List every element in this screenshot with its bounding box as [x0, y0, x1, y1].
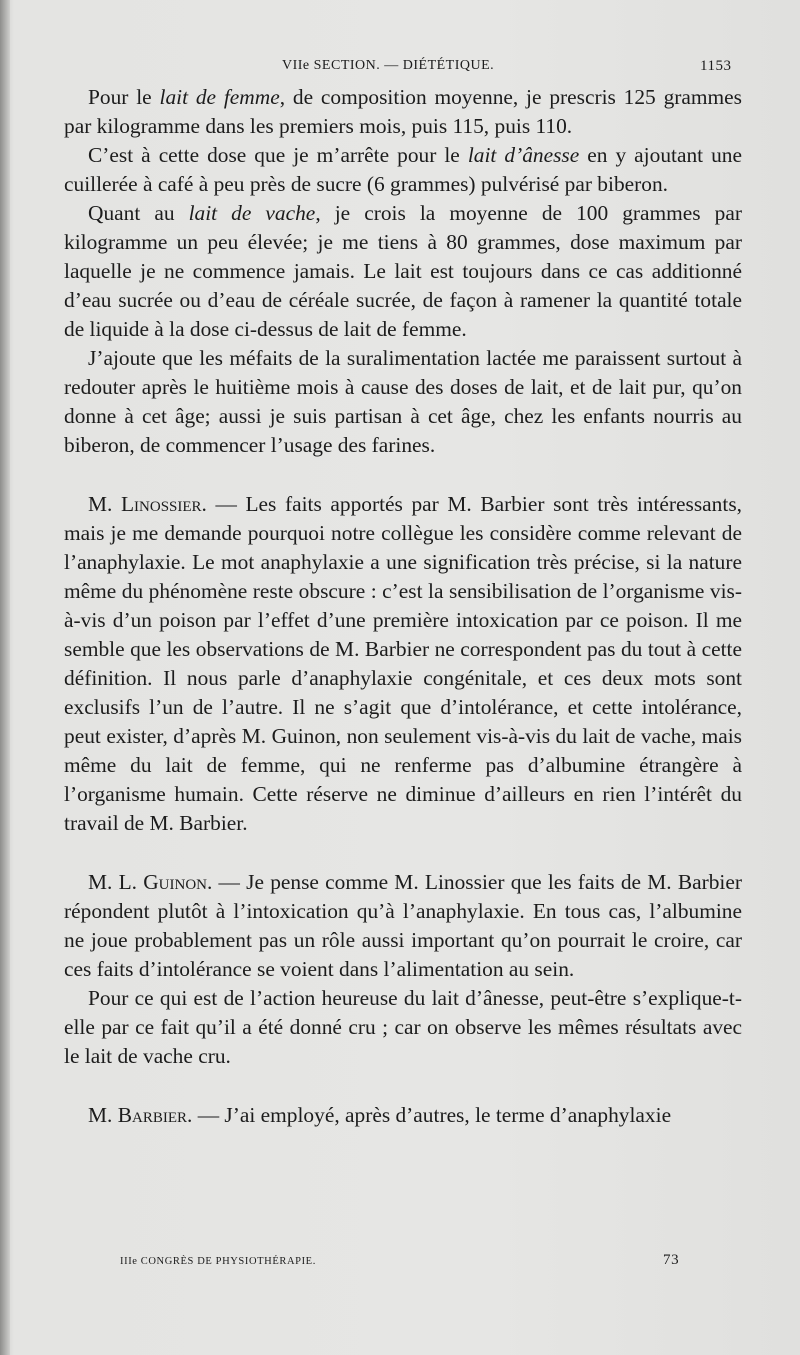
page-number: 1153 — [700, 58, 732, 74]
p3-text-a: Quant au — [88, 201, 189, 225]
p1-text-b: , de composition moyenne, je prescris 125 grammes par kilogramme dans les premiers mois, puis 115, puis 110. — [64, 85, 742, 138]
p2-emphasis: lait d’ânesse — [467, 143, 580, 167]
speaker-barbier: M. Barbier. — [88, 1103, 193, 1127]
paragraph-lait-d-anesse — [64, 141, 742, 199]
paragraph-barbier — [64, 1101, 742, 1130]
p2-text-a: C’est à cette dose que je m’arrête pour le — [88, 143, 468, 167]
paragraph-linossier — [64, 490, 742, 838]
p2-text-b: en y ajoutant une cuillerée à café à peu près de sucre (6 grammes) pulvérisé par biberon. — [64, 143, 742, 196]
spacer — [64, 1071, 742, 1101]
paragraph-lait-de-femme — [64, 83, 742, 141]
p1-text-a: Pour le — [88, 85, 160, 109]
speaker-linossier: M. Linossier. — [88, 492, 207, 516]
p1-emphasis: lait de femme — [159, 85, 280, 109]
speaker-guinon: M. L. Guinon. — [88, 870, 213, 894]
p3-text-b: , je crois la moyenne de 100 grammes par kilogramme un peu élevée; je me tiens à 80 grammes, dose maximum par laquelle je ne commence jamais. Le lait est toujours dans ce cas additionné d’eau sucrée ou d’eau de céréale sucrée, de façon à ramener la quantité totale de liquide à la dose ci-dessus de lait de femme. — [64, 201, 742, 341]
signature-number: 73 — [663, 1252, 680, 1268]
signature-line — [0, 1252, 800, 1274]
body-text — [64, 83, 742, 1130]
page-gutter-shadow — [0, 0, 10, 1355]
spacer — [64, 838, 742, 868]
linossier-text: — Les faits apportés par M. Barbier sont très intéressants, mais je me demande pourquoi notre collègue les considère comme relevant de l’anaphylaxie. Le mot anaphylaxie a une signification très précise, si la nature même du phénomène reste obscure : c’est la sensibilisation de l’organisme vis-à-vis d’un poison par l’effet d’une première intoxication par ce poison. Il me semble que les observations de M. Barbier ne correspondent pas du tout à cette définition. Il nous parle d’anaphylaxie congénitale, et ces deux mots sont exclusifs l’un de l’autre. Il ne s’agit que d’intolérance, et cette intolérance, peut exister, d’après M. Guinon, non seulement vis-à-vis du lait de vache, mais même du lait de femme, qui ne renferme pas d’albumine étrangère à l’organisme humain. Cette réserve ne diminue d’ailleurs en rien l’intérêt du travail de M. Barbier. — [64, 492, 742, 835]
section-title: VIIe SECTION. — DIÉTÉTIQUE. — [282, 58, 495, 73]
p3-emphasis: lait de vache — [188, 201, 316, 225]
paragraph-lait-d-anesse-cru: Pour ce qui est de l’action heureuse du lait d’ânesse, peut-être s’explique-t-elle par ce fait qu’il a été donné cru ; car on observe les mêmes résultats avec le lait de vache cru. — [64, 986, 742, 1068]
guinon-text: — Je pense comme M. Linossier que les faits de M. Barbier répondent plutôt à l’intoxication qu’à l’anaphylaxie. En tous cas, l’albumine ne joue probablement pas un rôle aussi important qu’on pourrait le croire, car ces faits d’intolérance se voient dans l’alimentation au sein. — [64, 870, 742, 981]
signature-text: IIIe CONGRÈS DE PHYSIOTHÉRAPIE. — [120, 1256, 316, 1267]
spacer — [64, 460, 742, 490]
paragraph-guinon — [64, 868, 742, 984]
running-head — [0, 54, 800, 78]
paragraph-lait-de-vache — [64, 199, 742, 344]
paragraph-suralimentation: J’ajoute que les méfaits de la suralimentation lactée me paraissent surtout à redouter après le huitième mois à cause des doses de lait, et de lait pur, qu’on donne à cet âge; aussi je suis partisan à cet âge, chez les enfants nourris au biberon, de commencer l’usage des farines. — [64, 346, 742, 457]
barbier-text: — J’ai employé, après d’autres, le terme d’anaphylaxie — [192, 1103, 672, 1127]
